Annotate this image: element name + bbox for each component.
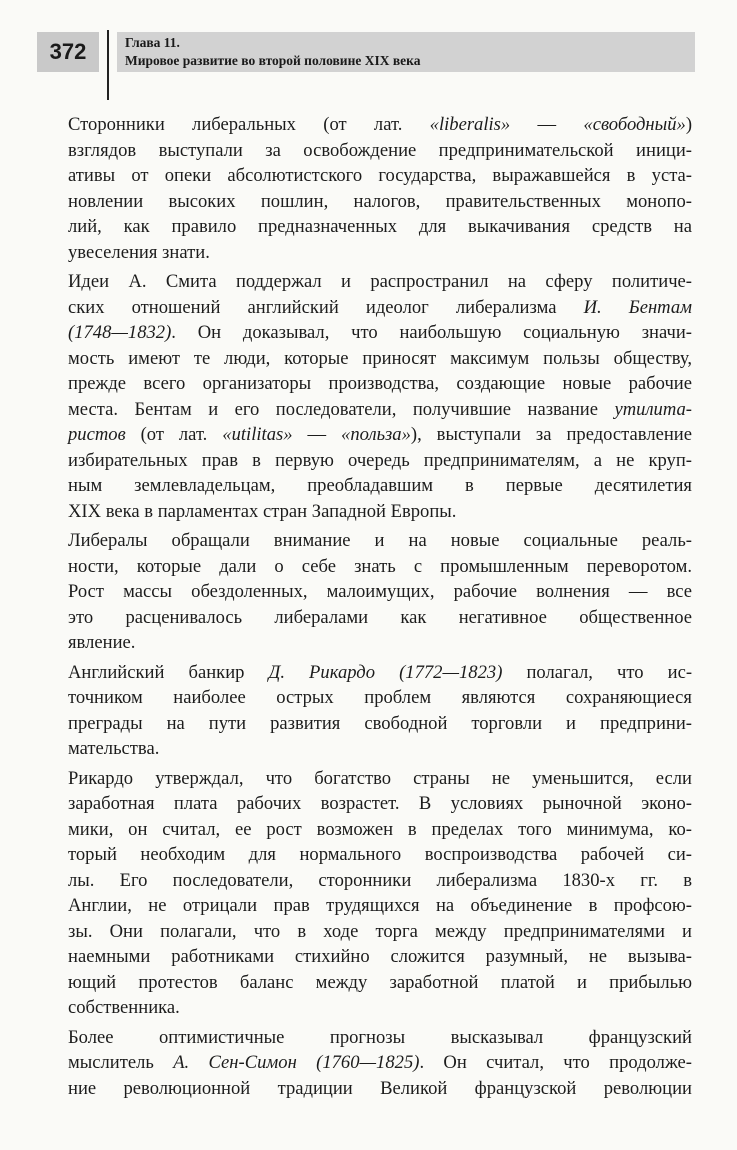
text-line: точником наиболее острых проблем являются сохраняющиеся: [68, 687, 692, 708]
text-line: ности, которые дали о себе знать с промышленным переворотом.: [68, 555, 692, 577]
text-line: увеселения знати.: [68, 241, 210, 263]
text-line: Рост массы обездоленных, малоимущих, рабочие волнения — все: [68, 581, 692, 602]
chapter-label: Глава 11.: [125, 35, 180, 50]
text-line: мыслитель А. Сен-Симон (1760—1825). Он считал, что продолже-: [68, 1052, 692, 1073]
text-line: ристов (от лат. «utilitas» — «польза»), выступали за предоставление: [68, 424, 692, 445]
text-line: взглядов выступали за освобождение предпринимательской иници-: [68, 139, 692, 161]
text-line: торый необходим для нормального воспроизводства рабочей си-: [68, 844, 692, 865]
text-line: наемными работниками стихийно сложится разумный, не вызыва-: [68, 946, 692, 967]
paragraph: [68, 112, 692, 265]
text-line: места. Бентам и его последователи, получившие название утилита-: [68, 398, 692, 420]
page-body: [68, 112, 692, 1101]
header-title-box: [117, 32, 695, 72]
paragraph: [68, 766, 692, 1021]
text-line: новлении высоких пошлин, налогов, правительственных монопо-: [68, 190, 692, 212]
text-line: мики, он считал, ее рост возможен в пределах того минимума, ко-: [68, 818, 692, 840]
page-number: 372: [37, 32, 99, 72]
paragraph: [68, 528, 692, 656]
text-line: Либералы обращали внимание и на новые социальные реаль-: [68, 530, 692, 551]
text-line: это расценивалось либералами как негативное общественное: [68, 606, 692, 628]
text-line: ным землевладельцам, преобладавшим в первые десятилетия: [68, 475, 692, 496]
chapter-subtitle: Мировое развитие во второй половине XIX века: [125, 53, 421, 68]
paragraph: [68, 269, 692, 524]
text-line: избирательных прав в первую очередь предпринимателям, а не круп-: [68, 449, 692, 471]
text-line: Идеи А. Смита поддержал и распространил на сферу политиче-: [68, 271, 692, 292]
text-line: ние революционной традиции Великой французской революции: [68, 1077, 692, 1099]
text-line: ативы от опеки абсолютистского государства, выражавшейся в уста-: [68, 165, 692, 186]
text-line: мость имеют те люди, которые приносят максимум пользы обществу,: [68, 347, 692, 369]
paragraph: [68, 1025, 692, 1102]
text-line: зы. Они полагали, что в ходе торга между предпринимателями и: [68, 920, 692, 942]
text-line: Рикардо утверждал, что богатство страны не уменьшится, если: [68, 767, 692, 789]
text-line: собственника.: [68, 997, 180, 1018]
text-line: ющий протестов баланс между заработной платой и прибылью: [68, 971, 692, 993]
text-line: лий, как правило предназначенных для выкачивания средств на: [68, 216, 692, 237]
text-line: Сторонники либеральных (от лат. «liberalis» — «свободный»): [68, 114, 693, 135]
text-line: преграды на пути развития свободной торговли и предприни-: [68, 712, 692, 734]
text-line: XIX века в парламентах стран Западной Европы.: [68, 500, 457, 522]
text-line: заработная плата рабочих возрастет. В условиях рыночной эконо-: [68, 793, 692, 814]
text-line: Более оптимистичные прогнозы высказывал французский: [68, 1026, 692, 1048]
text-line: ских отношений английский идеолог либерализма И. Бентам: [68, 296, 692, 318]
text-line: явление.: [68, 632, 136, 653]
text-line: Английский банкир Д. Рикардо (1772—1823) полагал, что ис-: [68, 661, 693, 683]
text-line: прежде всего организаторы производства, создающие новые рабочие: [68, 373, 692, 394]
text-line: (1748—1832). Он доказывал, что наибольшую социальную значи-: [68, 322, 692, 343]
text-line: мательства.: [68, 738, 160, 759]
text-line: лы. Его последователи, сторонники либерализма 1830-х гг. в: [68, 869, 692, 891]
running-header: [0, 30, 737, 78]
header-divider: [107, 30, 109, 100]
paragraph: [68, 660, 692, 762]
text-line: Англии, не отрицали прав трудящихся на объединение в профсою-: [68, 895, 692, 916]
